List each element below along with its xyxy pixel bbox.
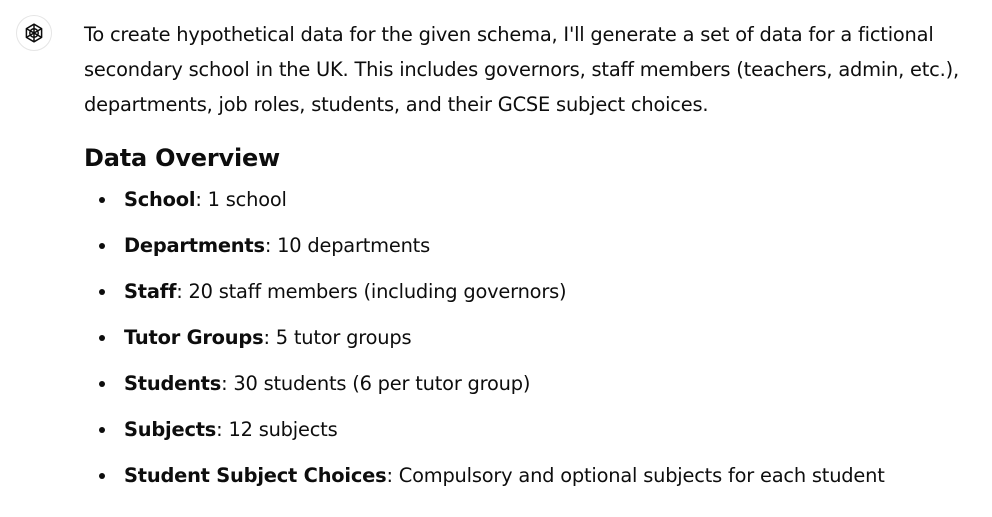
item-text: : Compulsory and optional subjects for each student [386,464,885,487]
list-item [84,465,974,511]
bullet-icon [99,289,105,295]
bullet-icon [99,335,105,341]
list-item [84,189,974,235]
item-text: : 20 staff members (including governors) [176,280,567,303]
overview-list [84,189,974,511]
list-item [84,327,974,373]
bullet-icon [99,473,105,479]
item-text: : 5 tutor groups [263,326,412,349]
item-label: Staff [124,280,177,303]
item-text: : 10 departments [264,234,430,257]
item-text: : 12 subjects [216,418,338,441]
item-label: Subjects [124,418,217,441]
list-item [84,373,974,419]
bullet-icon [99,381,105,387]
item-text: : 1 school [195,188,287,211]
item-label: Student Subject Choices [124,464,387,487]
list-item [84,419,974,465]
item-label: School [124,188,196,211]
assistant-avatar [16,15,52,51]
bullet-icon [99,427,105,433]
section-heading: Data Overview [84,144,281,172]
item-label: Departments [124,234,265,257]
item-label: Students [124,372,222,395]
item-label: Tutor Groups [124,326,264,349]
bullet-icon [99,197,105,203]
item-text: : 30 students (6 per tutor group) [221,372,531,395]
bullet-icon [99,243,105,249]
list-item [84,281,974,327]
openai-logo-icon [22,21,46,45]
assistant-message [84,17,974,511]
list-item [84,235,974,281]
intro-paragraph: To create hypothetical data for the given schema, I'll generate a set of data for a fictional secondary school in the UK. This includes governors, staff members (teachers, admin, etc.), departments, job roles, students, and their GCSE subject choices. [84,23,959,116]
